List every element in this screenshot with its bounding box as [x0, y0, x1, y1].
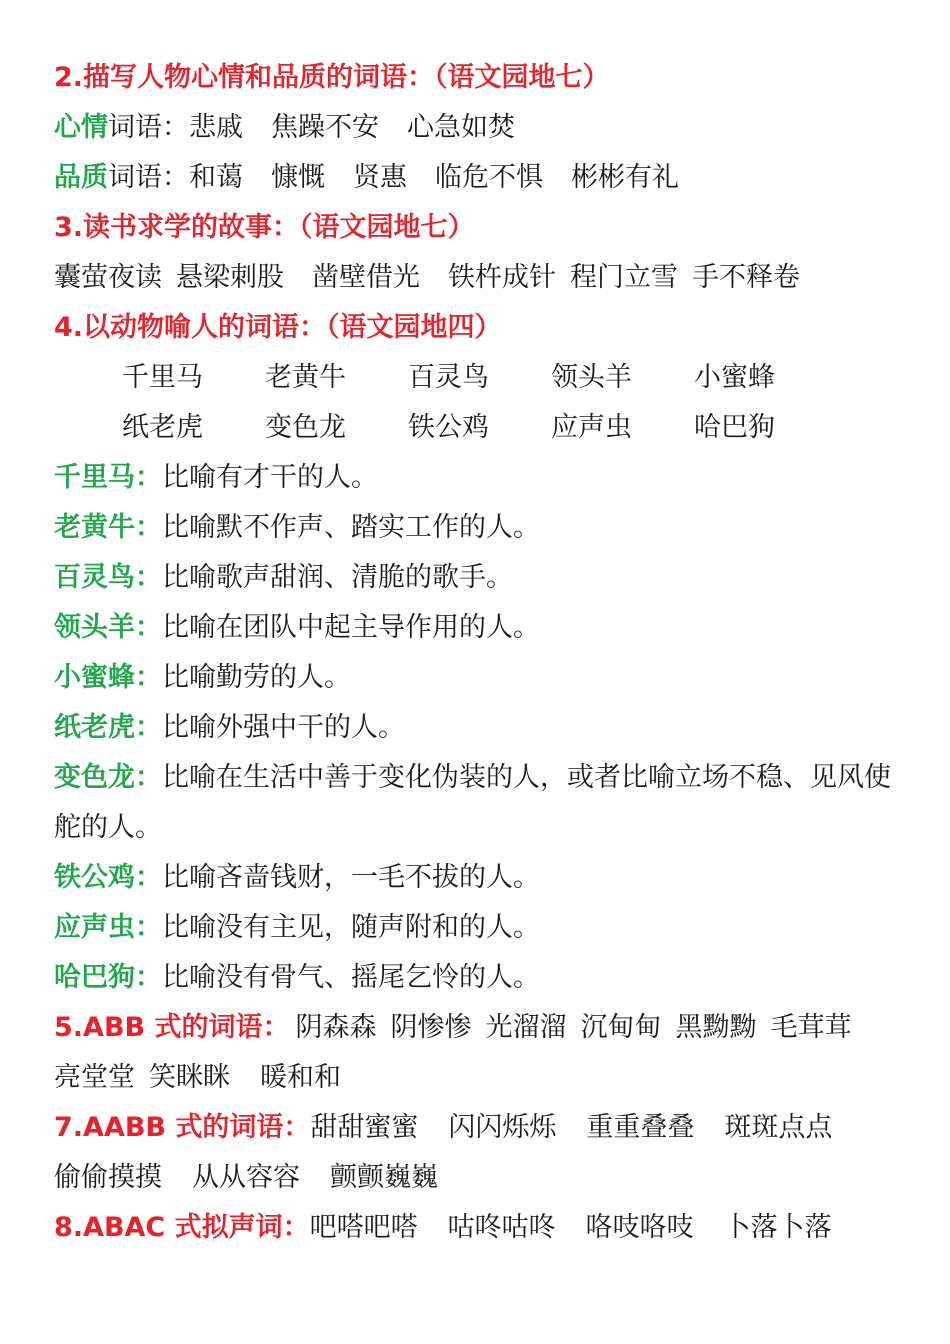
definition-text: 比喻默不作声、踏实工作的人。 [162, 512, 540, 543]
definition-text: 比喻在团队中起主导作用的人。 [162, 612, 540, 643]
definition-item [54, 953, 904, 1003]
word: 临危不惧 [435, 162, 543, 193]
abac-label: 8.ABAC 式拟声词： [54, 1212, 310, 1243]
definition-item [54, 653, 904, 703]
definition-item [54, 603, 904, 653]
definition-term: 变色龙： [54, 762, 162, 793]
definition-term: 千里马： [54, 462, 162, 493]
word: 焦躁不安 [271, 112, 379, 143]
definition-item [54, 853, 904, 903]
definition-term: 铁公鸡： [54, 862, 162, 893]
word: 黑黝黝 [675, 1012, 757, 1043]
word: 偷偷摸摸 [54, 1162, 162, 1193]
animal-words-grid [54, 353, 904, 453]
definition-term: 领头羊： [54, 612, 162, 643]
definition-item [54, 753, 904, 853]
grid-word: 千里马 [122, 362, 203, 393]
quality-words-line [54, 153, 904, 203]
mood-label: 心情 [54, 112, 108, 143]
definition-text: 比喻没有骨气、摇尾乞怜的人。 [162, 962, 540, 993]
grid-word: 应声虫 [551, 412, 632, 443]
word: 阴森森 [295, 1012, 377, 1043]
definition-item [54, 903, 904, 953]
definition-text: 比喻吝啬钱财，一毛不拔的人。 [162, 862, 540, 893]
definition-text: 比喻歌声甜润、清脆的歌手。 [162, 562, 513, 593]
word: 凿壁借光 [312, 262, 420, 293]
word: 重重叠叠 [586, 1112, 695, 1143]
aabb-words-line-2 [54, 1153, 904, 1203]
word: 卜落卜落 [723, 1212, 832, 1243]
word: 慷慨 [271, 162, 325, 193]
quality-suffix: 词语： [108, 162, 189, 193]
word: 光溜溜 [485, 1012, 567, 1043]
document-page [54, 53, 904, 1253]
abac-words-line [54, 1203, 904, 1253]
abb-words-line-2 [54, 1053, 904, 1103]
word: 咕咚咕咚 [447, 1212, 556, 1243]
definition-term: 老黄牛： [54, 512, 162, 543]
aabb-label: 7.AABB 式的词语： [54, 1112, 311, 1143]
definition-item [54, 703, 904, 753]
word: 暖和和 [260, 1062, 341, 1093]
definition-item [54, 503, 904, 553]
word: 阴惨惨 [390, 1012, 472, 1043]
word: 悲戚 [189, 112, 243, 143]
word: 和蔼 [189, 162, 243, 193]
section-3-heading: 3.读书求学的故事：（语文园地七） [54, 212, 475, 243]
word: 悬梁刺股 [176, 262, 284, 293]
mood-words-line [54, 103, 904, 153]
word: 铁杵成针 [448, 262, 556, 293]
word: 闪闪烁烁 [448, 1112, 557, 1143]
grid-word: 百灵鸟 [408, 362, 489, 393]
grid-word: 小蜜蜂 [694, 362, 775, 393]
section-2-heading: 2.描写人物心情和品质的词语：（语文园地七） [54, 62, 610, 93]
word: 手不释卷 [692, 262, 800, 293]
definition-term: 百灵鸟： [54, 562, 162, 593]
word: 咯吱咯吱 [585, 1212, 694, 1243]
definition-term: 应声虫： [54, 912, 162, 943]
word: 心急如焚 [407, 112, 515, 143]
word: 沉甸甸 [580, 1012, 662, 1043]
word: 亮堂堂 [54, 1062, 135, 1093]
definition-item [54, 553, 904, 603]
grid-word: 领头羊 [551, 362, 632, 393]
definition-text: 比喻勤劳的人。 [162, 662, 351, 693]
definition-term: 纸老虎： [54, 712, 162, 743]
mood-suffix: 词语： [108, 112, 189, 143]
abb-words-line-1 [54, 1003, 904, 1053]
word: 贤惠 [353, 162, 407, 193]
grid-word: 铁公鸡 [408, 412, 489, 443]
definition-text: 比喻外强中干的人。 [162, 712, 405, 743]
word: 吧嗒吧嗒 [309, 1212, 418, 1243]
word: 囊萤夜读 [54, 262, 162, 293]
definition-term: 小蜜蜂： [54, 662, 162, 693]
aabb-words-line-1 [54, 1103, 904, 1153]
word: 彬彬有礼 [571, 162, 679, 193]
word: 甜甜蜜蜜 [310, 1112, 419, 1143]
definition-item [54, 453, 904, 503]
word: 从从容容 [192, 1162, 300, 1193]
definition-text: 比喻没有主见，随声附和的人。 [162, 912, 540, 943]
definition-text: 比喻在生活中善于变化伪装的人，或者比喻立场不稳、见风使舵的人。 [54, 762, 891, 843]
abb-label: 5.ABB 式的词语： [54, 1012, 290, 1043]
grid-word: 哈巴狗 [694, 412, 775, 443]
word: 斑斑点点 [724, 1112, 833, 1143]
word: 毛茸茸 [770, 1012, 852, 1043]
word: 程门立雪 [570, 262, 678, 293]
grid-word: 变色龙 [265, 412, 346, 443]
word: 颤颤巍巍 [330, 1162, 438, 1193]
word: 笑眯眯 [149, 1062, 230, 1093]
definition-text: 比喻有才干的人。 [162, 462, 378, 493]
grid-word: 纸老虎 [122, 412, 203, 443]
definition-term: 哈巴狗： [54, 962, 162, 993]
grid-word: 老黄牛 [265, 362, 346, 393]
story-words-line [54, 253, 904, 303]
quality-label: 品质 [54, 162, 108, 193]
section-4-heading: 4.以动物喻人的词语：（语文园地四） [54, 312, 502, 343]
